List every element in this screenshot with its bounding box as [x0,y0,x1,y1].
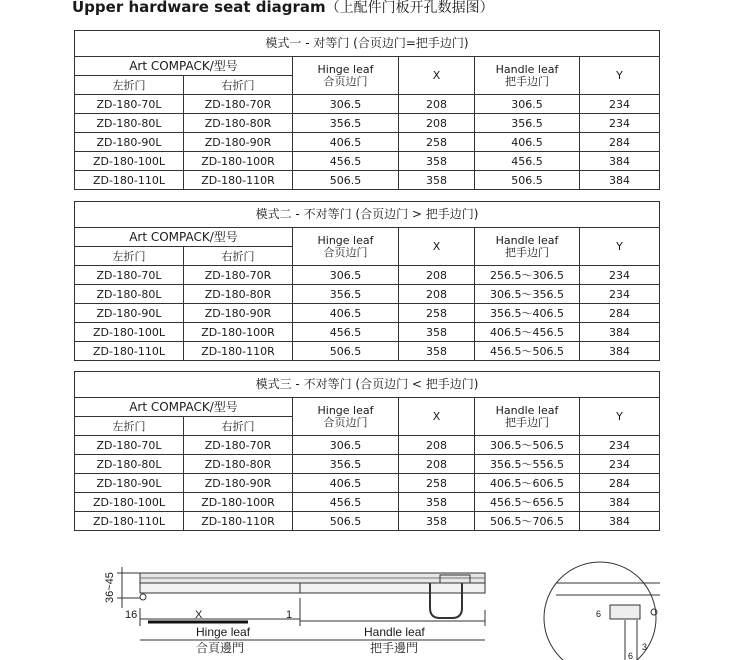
cell-y: 234 [580,114,660,133]
cell-handle: 456.5～506.5 [475,342,580,361]
detail-6a-label: 6 [596,609,602,619]
cell-hinge: 356.5 [293,455,399,474]
cell-x: 358 [399,342,475,361]
handle-leaf-panel [300,583,485,593]
cell-hinge: 506.5 [293,512,399,531]
cell-left-model: ZD-180-110L [75,342,184,361]
cell-x: 208 [399,95,475,114]
hardware-seat-drawing [0,540,750,660]
cell-right-model: ZD-180-110R [184,171,293,190]
cell-y: 384 [580,512,660,531]
handle-leaf-cn: 把手边门 [505,74,549,88]
cell-y: 284 [580,304,660,323]
table-row [75,304,660,323]
cell-x: 358 [399,512,475,531]
dim-16-label: 16 [125,609,138,621]
cell-left-model: ZD-180-90L [75,133,184,152]
cell-handle: 406.5～456.5 [475,323,580,342]
cell-x: 208 [399,285,475,304]
hinge-leaf-cn: 合页边门 [323,74,368,88]
cell-handle: 306.5～506.5 [475,436,580,455]
table-row [75,285,660,304]
table-row [75,436,660,455]
pivot-circle [140,594,146,600]
handle-leaf-cn: 把手边门 [505,415,549,429]
cell-y: 234 [580,436,660,455]
right-fold-header: 右折门 [184,76,293,95]
cell-handle: 356.5 [475,114,580,133]
cell-x: 358 [399,323,475,342]
cell-handle: 356.5～556.5 [475,455,580,474]
page-title [72,0,494,17]
table-row [75,342,660,361]
table-row [75,152,660,171]
cell-handle: 506.5～706.5 [475,512,580,531]
cell-handle: 406.5 [475,133,580,152]
cell-hinge: 506.5 [293,171,399,190]
mode-title: 模式二 - 不对等门 (合页边门 > 把手边门) [75,202,660,228]
table-row [75,133,660,152]
cell-left-model: ZD-180-100L [75,152,184,171]
cell-y: 234 [580,285,660,304]
dim-1-label: 1 [286,609,293,621]
art-model-header: Art COMPACK/型号 [75,398,293,417]
hinge-leaf-header [293,398,399,436]
art-model-header: Art COMPACK/型号 [75,228,293,247]
cell-x: 358 [399,171,475,190]
cell-x: 208 [399,436,475,455]
cell-handle: 306.5～356.5 [475,285,580,304]
table-row [75,266,660,285]
cell-x: 208 [399,114,475,133]
y-header: Y [580,398,660,436]
cell-right-model: ZD-180-100R [184,152,293,171]
cell-hinge: 356.5 [293,114,399,133]
cell-left-model: ZD-180-70L [75,266,184,285]
cell-right-model: ZD-180-90R [184,474,293,493]
y-header: Y [580,57,660,95]
cell-left-model: ZD-180-100L [75,493,184,512]
cell-right-model: ZD-180-110R [184,512,293,531]
table-row [75,171,660,190]
handle-leaf-en-label: Handle leaf [364,625,425,639]
hinge-leaf-cn: 合页边门 [323,415,368,429]
cell-left-model: ZD-180-90L [75,474,184,493]
table-row [75,474,660,493]
cell-x: 258 [399,304,475,323]
dim-x-label: X [195,609,203,621]
cell-y: 384 [580,342,660,361]
cell-right-model: ZD-180-70R [184,266,293,285]
cell-hinge: 306.5 [293,436,399,455]
detail-6b-label: 6 [628,651,634,660]
cell-left-model: ZD-180-90L [75,304,184,323]
handle-leaf-header [475,228,580,266]
hinge-leaf-en: Hinge leaf [317,233,374,247]
cell-y: 384 [580,323,660,342]
table-row [75,512,660,531]
cell-y: 384 [580,493,660,512]
cell-y: 234 [580,455,660,474]
left-fold-header: 左折门 [75,247,184,266]
table-row [75,114,660,133]
cell-right-model: ZD-180-90R [184,304,293,323]
cell-right-model: ZD-180-90R [184,133,293,152]
cell-handle: 356.5～406.5 [475,304,580,323]
table-row [75,493,660,512]
cell-handle: 456.5～656.5 [475,493,580,512]
cell-hinge: 306.5 [293,266,399,285]
cell-left-model: ZD-180-100L [75,323,184,342]
title-cn: （上配件门板开孔数据图） [325,0,494,16]
cell-hinge: 456.5 [293,152,399,171]
handle-leaf-en: Handle leaf [495,62,559,76]
hinge-leaf-panel [140,583,300,593]
cell-right-model: ZD-180-80R [184,455,293,474]
cell-y: 284 [580,474,660,493]
cell-y: 234 [580,266,660,285]
cell-handle: 306.5 [475,95,580,114]
hinge-leaf-cn-label: 合頁邊門 [196,641,245,655]
art-model-header: Art COMPACK/型号 [75,57,293,76]
cell-right-model: ZD-180-70R [184,95,293,114]
cell-left-model: ZD-180-110L [75,512,184,531]
cell-x: 358 [399,152,475,171]
cell-hinge: 456.5 [293,323,399,342]
hinge-leaf-header [293,228,399,266]
left-fold-header: 左折门 [75,76,184,95]
hinge-leaf-cn: 合页边门 [323,245,368,259]
handle-leaf-header [475,398,580,436]
cell-right-model: ZD-180-110R [184,342,293,361]
hinge-leaf-en: Hinge leaf [317,62,374,76]
cell-y: 234 [580,95,660,114]
x-header: X [399,398,475,436]
cell-right-model: ZD-180-100R [184,493,293,512]
cell-left-model: ZD-180-80L [75,285,184,304]
handle-leaf-cn-label: 把手邊門 [370,641,419,655]
title-en: Upper hardware seat diagram [72,0,326,16]
spec-table-mode-2 [74,201,660,361]
cell-right-model: ZD-180-80R [184,285,293,304]
handle-leaf-en: Handle leaf [495,403,559,417]
cell-hinge: 406.5 [293,304,399,323]
cell-x: 208 [399,266,475,285]
cell-left-model: ZD-180-110L [75,171,184,190]
y-header: Y [580,228,660,266]
table-row [75,323,660,342]
cell-hinge: 456.5 [293,493,399,512]
cell-y: 284 [580,133,660,152]
right-fold-header: 右折门 [184,247,293,266]
cell-hinge: 406.5 [293,133,399,152]
cell-hinge: 306.5 [293,95,399,114]
hinge-leaf-en-label: Hinge leaf [196,625,251,639]
cell-y: 384 [580,171,660,190]
cell-left-model: ZD-180-70L [75,95,184,114]
handle-leaf-en: Handle leaf [495,233,559,247]
cell-right-model: ZD-180-70R [184,436,293,455]
table-row [75,455,660,474]
cell-right-model: ZD-180-80R [184,114,293,133]
spec-table-mode-3 [74,371,660,531]
mode-title: 模式一 - 对等门 (合页边门=把手边门) [75,31,660,57]
cell-hinge: 356.5 [293,285,399,304]
handle-leaf-cn: 把手边门 [505,245,549,259]
x-header: X [399,228,475,266]
left-fold-header: 左折门 [75,417,184,436]
hinge-leaf-en: Hinge leaf [317,403,374,417]
spec-table-mode-1 [74,30,660,190]
cell-x: 208 [399,455,475,474]
cell-hinge: 506.5 [293,342,399,361]
cell-right-model: ZD-180-100R [184,323,293,342]
cell-x: 358 [399,493,475,512]
cell-handle: 256.5～306.5 [475,266,580,285]
mode-title: 模式三 - 不对等门 (合页边门 < 把手边门) [75,372,660,398]
detail-3-label: 3 [642,642,648,652]
right-fold-header: 右折门 [184,417,293,436]
handle-leaf-header [475,57,580,95]
cell-left-model: ZD-180-80L [75,455,184,474]
detail-block [610,605,640,619]
hinge-leaf-header [293,57,399,95]
cell-handle: 506.5 [475,171,580,190]
cell-left-model: ZD-180-80L [75,114,184,133]
cell-handle: 406.5～606.5 [475,474,580,493]
cell-left-model: ZD-180-70L [75,436,184,455]
cell-x: 258 [399,133,475,152]
dim-height-label: 36~45 [104,572,116,603]
cell-x: 258 [399,474,475,493]
cell-handle: 456.5 [475,152,580,171]
cell-hinge: 406.5 [293,474,399,493]
table-row [75,95,660,114]
cell-y: 384 [580,152,660,171]
x-header: X [399,57,475,95]
